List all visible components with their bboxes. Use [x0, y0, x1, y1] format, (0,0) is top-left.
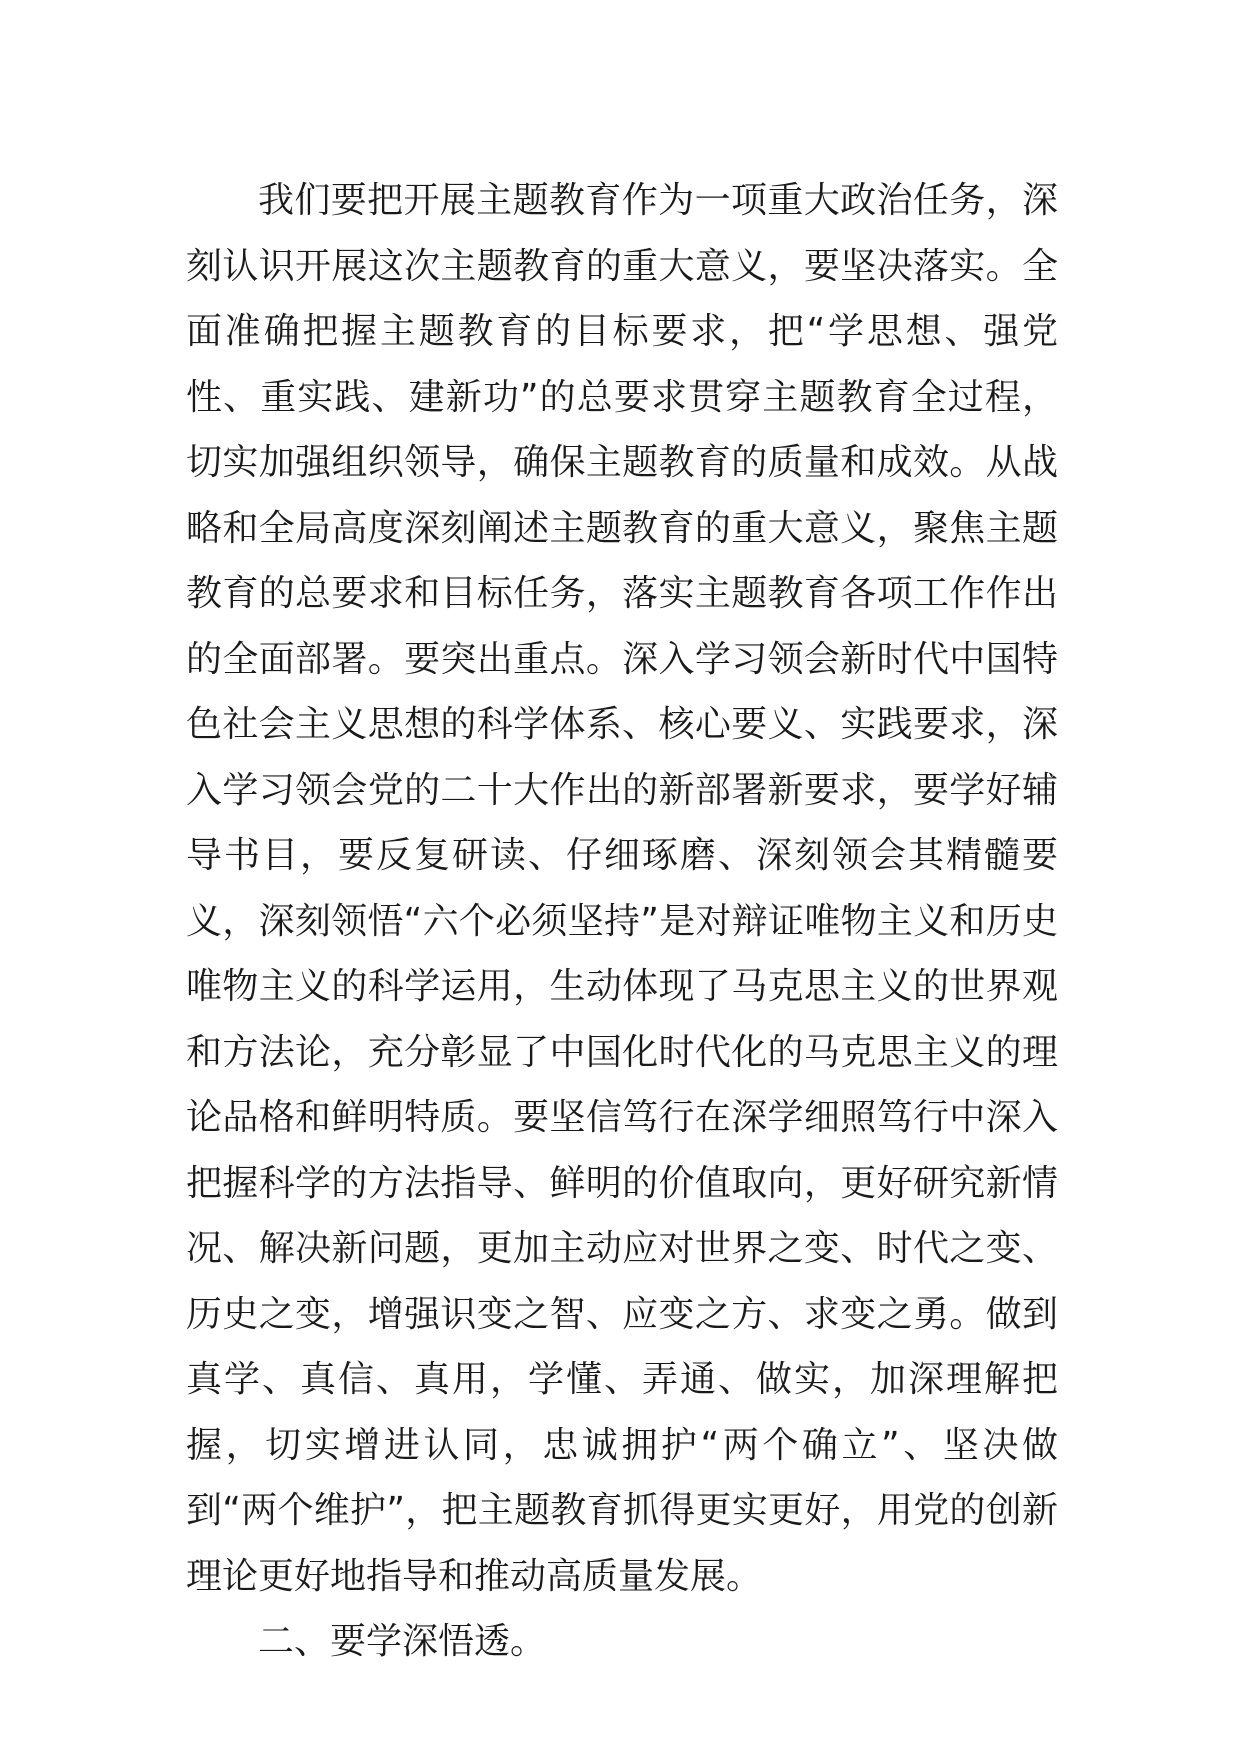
document-body [186, 168, 1058, 1675]
section-heading: 二、要学深悟透。 [258, 1621, 547, 1662]
body-paragraph: 我们要把开展主题教育作为一项重大政治任务，深刻认识开展这次主题教育的重大意义，要坚决落实。全面准确把握主题教育的目标要求，把“学思想、强党性、重实践、建新功”的总要求贯穿主题教育全过程，切实加强组织领导，确保主题教育的质量和成效。从战略和全局高度深刻阐述主题教育的重大意义，聚焦主题教育的总要求和目标任务，落实主题教育各项工作作出的全面部署。要突出重点。深入学习领会新时代中国特色社会主义思想的科学体系、核心要义、实践要求，深入学习领会党的二十大作出的新部署新要求，要学好辅导书目，要反复研读、仔细琢磨、深刻领会其精髓要义，深刻领悟“六个必须坚持”是对辩证唯物主义和历史唯物主义的科学运用，生动体现了马克思主义的世界观和方法论，充分彰显了中国化时代化的马克思主义的理论品格和鲜明特质。要坚信笃行在深学细照笃行中深入把握科学的方法指导、鲜明的价值取向，更好研究新情况、解决新问题，更加主动应对世界之变、时代之变、历史之变，增强识变之智、应变之方、求变之勇。做到真学、真信、真用，学懂、弄通、做实，加深理解把握，切实增进认同，忠诚拥护“两个确立”、坚决做到“两个维护”，把主题教育抓得更实更好，用党的创新理论更好地指导和推动高质量发展。 [186, 180, 1058, 1597]
